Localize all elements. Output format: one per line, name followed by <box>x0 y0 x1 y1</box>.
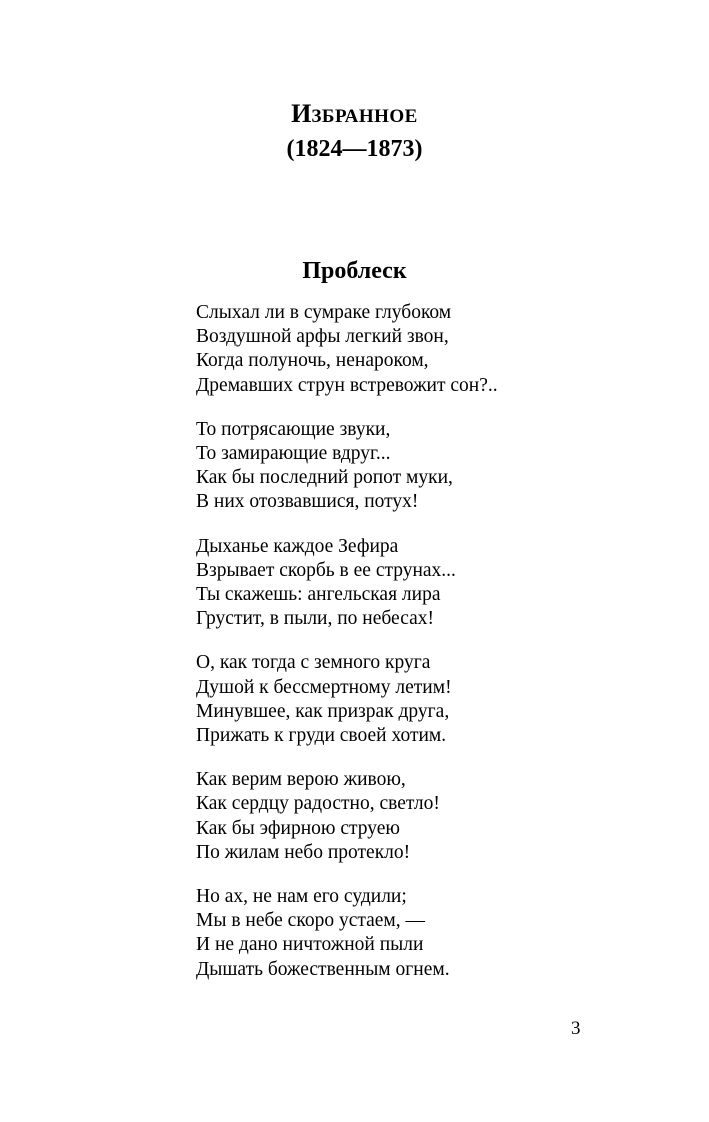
stanza <box>196 418 636 515</box>
poem-line: Прижать к груди своей хотим. <box>196 725 447 747</box>
stanza <box>196 651 636 748</box>
poem-line: То замирающие вдруг... <box>196 443 391 465</box>
stanza <box>196 768 636 865</box>
poem-line: Минувшее, как призрак друга, <box>196 700 450 722</box>
poem-line: То потрясающие звуки, <box>196 418 391 440</box>
poem-line: В них отозвавшися, потух! <box>196 491 419 513</box>
poem-line: И не дано ничтожной пыли <box>196 934 424 956</box>
poem-line: Дышать божественным огнем. <box>196 958 450 980</box>
section-title <box>0 98 709 165</box>
stanza <box>196 535 636 632</box>
poem-line: Как верим верою живою, <box>196 769 406 791</box>
poem-line: По жилам небо протекло! <box>196 841 411 863</box>
poem-line: Как бы эфирною струею <box>196 817 400 839</box>
poem-line: Дыханье каждое Зефира <box>196 535 399 557</box>
poem-line: О, как тогда с земного круга <box>196 652 431 674</box>
poem-line: Ты скажешь: ангельская лира <box>196 584 441 606</box>
poem-line: Как сердцу радостно, светло! <box>196 793 440 815</box>
poem-line: Мы в небе скоро устаем, — <box>196 910 426 932</box>
section-title-rest: ЗБРАННОЕ <box>311 106 418 127</box>
stanza <box>196 301 636 398</box>
section-title-initial: И <box>291 99 312 128</box>
poem-line: Душой к бессмертному летим! <box>196 676 452 698</box>
poem-line: Слыхал ли в сумраке глубоком <box>196 302 452 323</box>
poem-line: Дремавших струн встревожит сон?.. <box>196 374 498 396</box>
page-number: 3 <box>571 1018 581 1039</box>
poem-line: Когда полуночь, ненароком, <box>196 350 429 372</box>
section-years: (1824—1873) <box>286 136 423 162</box>
poem-line: Воздушной арфы легкий звон, <box>196 326 449 348</box>
poem-line: Но ах, не нам его судили; <box>196 886 407 908</box>
poem-body <box>196 301 636 1002</box>
poem-line: Грустит, в пыли, по небесах! <box>196 608 434 630</box>
poem-line: Взрывает скорбь в ее струнах... <box>196 559 456 581</box>
poem-title: Проблеск <box>302 258 407 284</box>
poem-line: Как бы последний ропот муки, <box>196 467 453 489</box>
stanza <box>196 885 636 982</box>
